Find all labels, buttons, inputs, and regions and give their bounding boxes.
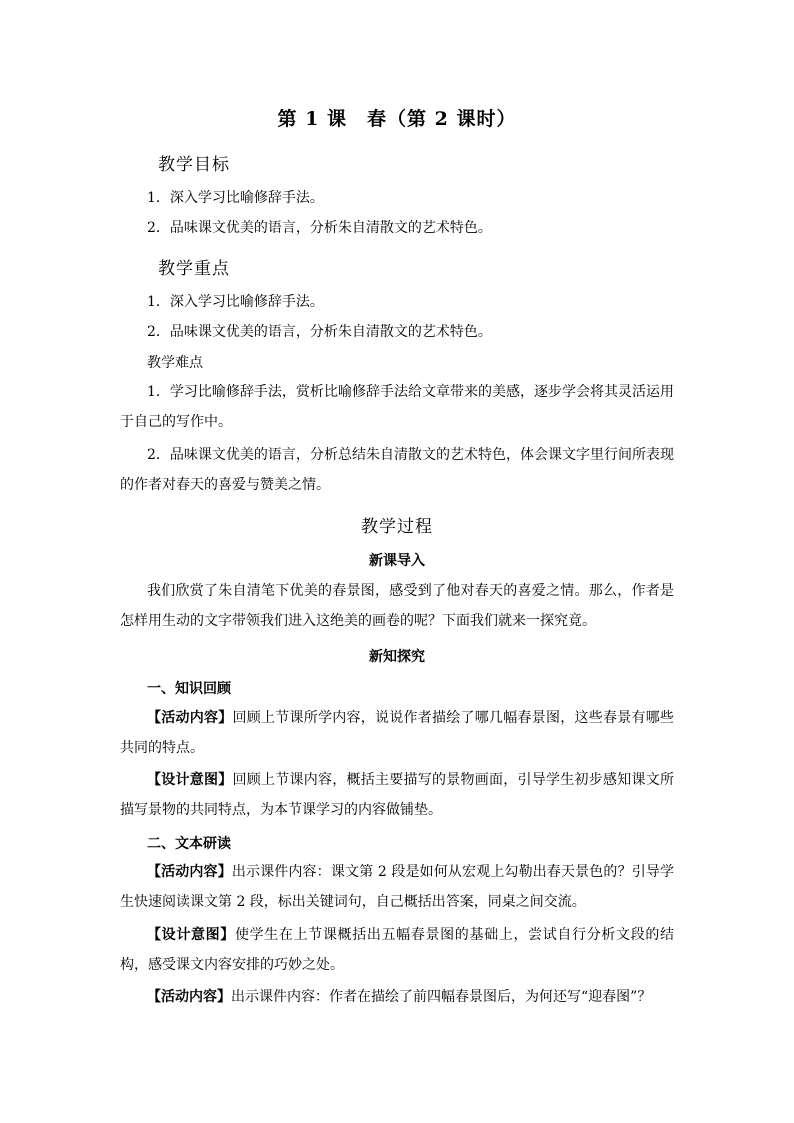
explore-heading: 新知探究 <box>369 649 425 665</box>
key-point-item-2: 2．品味课文优美的语言，分析朱自清散文的艺术特色。 <box>147 324 492 340</box>
activity-tag: 【活动内容】 <box>147 710 233 726</box>
activity-text: 出示课件内容：课文第 2 段是如何从宏观上勾勒出春天景色的？引导学生快速阅读课文第 2 段，标出关键词句，自己概括出答案，同桌之间交流。 <box>120 864 674 910</box>
design-text: 回顾上节课内容，概括主要描写的景物画面，引导学生初步感知课文所描写景物的共同特点，为本节课学习的内容做铺垫。 <box>120 772 674 818</box>
activity-text: 出示课件内容：作者在描绘了前四幅春景图后，为何还写“迎春图”？ <box>231 989 652 1005</box>
part1-activity-paragraph <box>120 703 674 763</box>
intro-heading: 新课导入 <box>369 553 425 569</box>
activity-text: 回顾上节课所学内容，说说作者描绘了哪几幅春景图，这些春景有哪些共同的特点。 <box>120 710 674 756</box>
goal-item-1: 1．深入学习比喻修辞手法。 <box>147 190 324 206</box>
design-text: 使学生在上节课概括出五幅春景图的基础上，尝试自行分析文段的结构，感受课文内容安排的巧妙之处。 <box>120 927 675 973</box>
process-heading: 教学过程 <box>361 517 433 537</box>
part2-heading: 二、文本研读 <box>147 836 231 852</box>
design-tag: 【设计意图】 <box>147 772 233 788</box>
part1-design-paragraph <box>120 765 674 825</box>
key-points-heading: 教学重点 <box>158 259 230 279</box>
design-tag: 【设计意图】 <box>147 927 235 943</box>
intro-paragraph: 我们欣赏了朱自清笔下优美的春景图，感受到了他对春天的喜爱之情。那么，作者是怎样用生动的文字带领我们进入这绝美的画卷的呢？下面我们就来一探究竟。 <box>120 583 674 629</box>
difficulty-item-1: 1．学习比喻修辞手法，赏析比喻修辞手法给文章带来的美感，逐步学会将其灵活运用于自己的写作中。 <box>120 384 674 430</box>
activity-tag: 【活动内容】 <box>147 864 232 880</box>
lesson-title: 第 1 课 春（第 2 课时） <box>277 108 517 130</box>
goal-item-2: 2．品味课文优美的语言，分析朱自清散文的艺术特色。 <box>147 220 492 236</box>
difficulties-heading: 教学难点 <box>147 355 203 371</box>
part1-heading: 一、知识回顾 <box>147 681 231 697</box>
key-point-item-1: 1．深入学习比喻修辞手法。 <box>147 294 324 310</box>
part2-activity-paragraph-2 <box>120 982 674 1012</box>
part2-design-paragraph <box>120 920 674 980</box>
goals-heading: 教学目标 <box>158 155 230 175</box>
activity-tag: 【活动内容】 <box>147 989 231 1005</box>
difficulty-item-2: 2．品味课文优美的语言，分析总结朱自清散文的艺术特色，体会课文字里行间所表现的作者对春天的喜爱与赞美之情。 <box>120 447 674 493</box>
part2-activity-paragraph-1 <box>120 857 674 917</box>
